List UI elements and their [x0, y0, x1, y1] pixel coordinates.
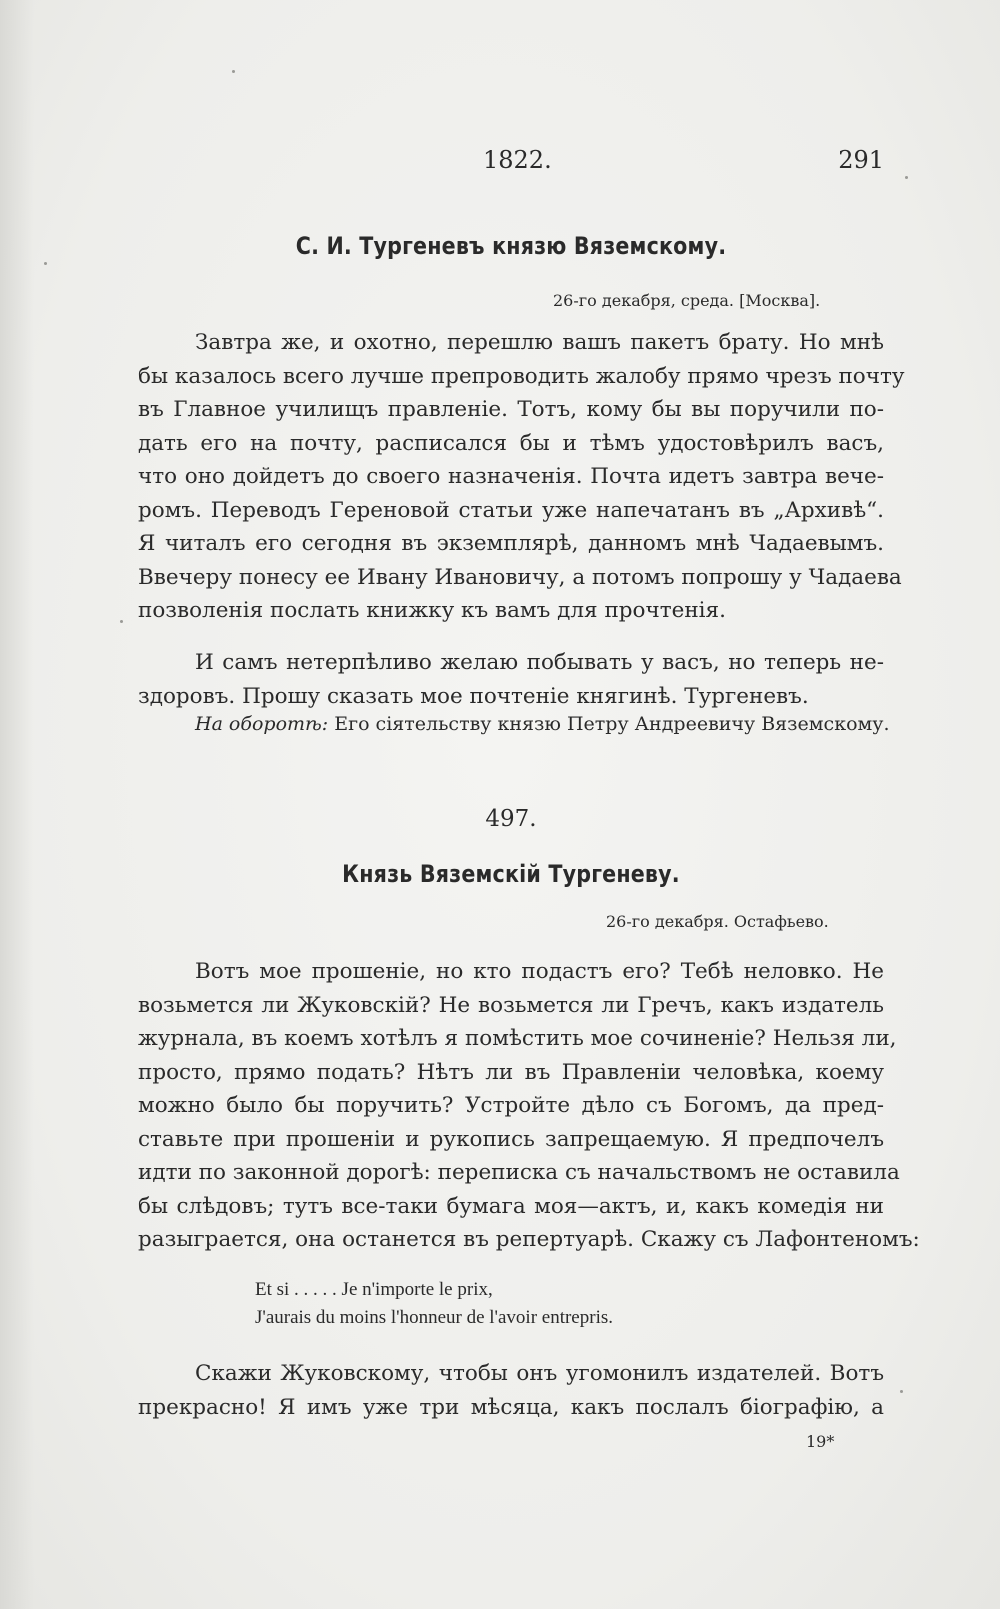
text-line: что оно дойдетъ до своего назначенія. Почта идетъ завтра вече- [138, 464, 884, 489]
text-line: Ввечеру понесу ее Ивану Ивановичу, а потомъ попрошу у Чадаева [138, 564, 902, 590]
letter-dateline: 26-го декабря, среда. [Москва]. [553, 291, 821, 310]
letter-dateline: 26-го декабря. Остафьево. [606, 912, 829, 931]
text-line: просто, прямо подать? Нѣтъ ли въ Правленіи человѣка, коему [138, 1059, 884, 1085]
text-line: журнала, въ коемъ хотѣлъ я помѣстить мое сочиненіе? Нельзя ли, [138, 1026, 897, 1051]
signature-mark: 19* [806, 1432, 835, 1451]
text-line: можно было бы поручить? Устройте дѣло съ Богомъ, да пред- [138, 1093, 884, 1118]
text-line: ставьте при прошеніи и рукопись запрещаемую. Я предпочелъ [138, 1126, 884, 1152]
text-line: прекрасно! Я имъ уже три мѣсяца, какъ послалъ біографію, а [138, 1394, 884, 1420]
letter-number: 497. [485, 806, 537, 832]
text-line: ромъ. Переводъ Гереновой статьи уже напечатанъ въ „Архивѣ“. [138, 497, 884, 523]
text-line: возьмется ли Жуковскій? Не возьмется ли Гречъ, какъ издатель [138, 992, 884, 1018]
address-note [195, 713, 890, 735]
letter-paragraph [138, 1357, 884, 1424]
header-year: 1822. [483, 146, 552, 174]
paper-speck [44, 262, 47, 265]
address-text: Его сіятельству князю Петру Андреевичу Вяземскому. [334, 713, 890, 735]
paper-speck [900, 1390, 903, 1393]
verse-quote [255, 1276, 613, 1332]
letter-heading: Князь Вяземскій Тургеневу. [342, 860, 680, 888]
text-line: Вотъ мое прошеніе, но кто подастъ его? Тебѣ неловко. Не [195, 959, 884, 984]
letter-heading: С. И. Тургеневъ князю Вяземскому. [295, 232, 727, 260]
running-header [138, 146, 884, 186]
letter-paragraph [138, 646, 884, 713]
paper-speck [905, 176, 908, 179]
text-line: бы слѣдовъ; тутъ все-таки бумага моя—актъ, и, какъ комедія ни [138, 1193, 884, 1219]
text-line: дать его на почту, расписался бы и тѣмъ удостовѣрилъ васъ, [138, 430, 884, 456]
verse-line: J'aurais du moins l'honneur de l'avoir entrepris. [255, 1307, 613, 1328]
text-line: Я читалъ его сегодня въ экземплярѣ, данномъ мнѣ Чадаевымъ. [138, 531, 884, 556]
paper-speck [120, 620, 123, 623]
text-line: здоровъ. Прошу сказать мое почтеніе княгинѣ. Тургеневъ. [138, 683, 809, 709]
text-line: Завтра же, и охотно, перешлю вашъ пакетъ брату. Но мнѣ [195, 330, 884, 355]
text-line: идти по законной дорогѣ: переписка съ начальствомъ не оставила [138, 1160, 900, 1185]
letter-paragraph [138, 955, 920, 1257]
text-line: И самъ нетерпѣливо желаю побывать у васъ, но теперь не- [195, 650, 884, 675]
page-edge-shadow [0, 0, 34, 1609]
page-number: 291 [838, 146, 884, 174]
text-line: Скажи Жуковскому, чтобы онъ угомонилъ издателей. Вотъ [195, 1361, 884, 1386]
text-line: въ Главное училищъ правленіе. Тотъ, кому бы вы поручили по- [138, 397, 884, 422]
paper-speck [232, 70, 235, 73]
text-line: позволенія послать книжку къ вамъ для прочтенія. [138, 598, 726, 623]
verse-line: Et si . . . . . Je n'importe le prix, [255, 1279, 493, 1300]
text-line: бы казалось всего лучше препроводить жалобу прямо чрезъ почту [138, 363, 905, 389]
address-label: На оборотѣ: [195, 713, 329, 735]
letter-paragraph [138, 326, 905, 628]
text-line: разыграется, она останется въ репертуарѣ. Скажу съ Лафонтеномъ: [138, 1227, 920, 1252]
